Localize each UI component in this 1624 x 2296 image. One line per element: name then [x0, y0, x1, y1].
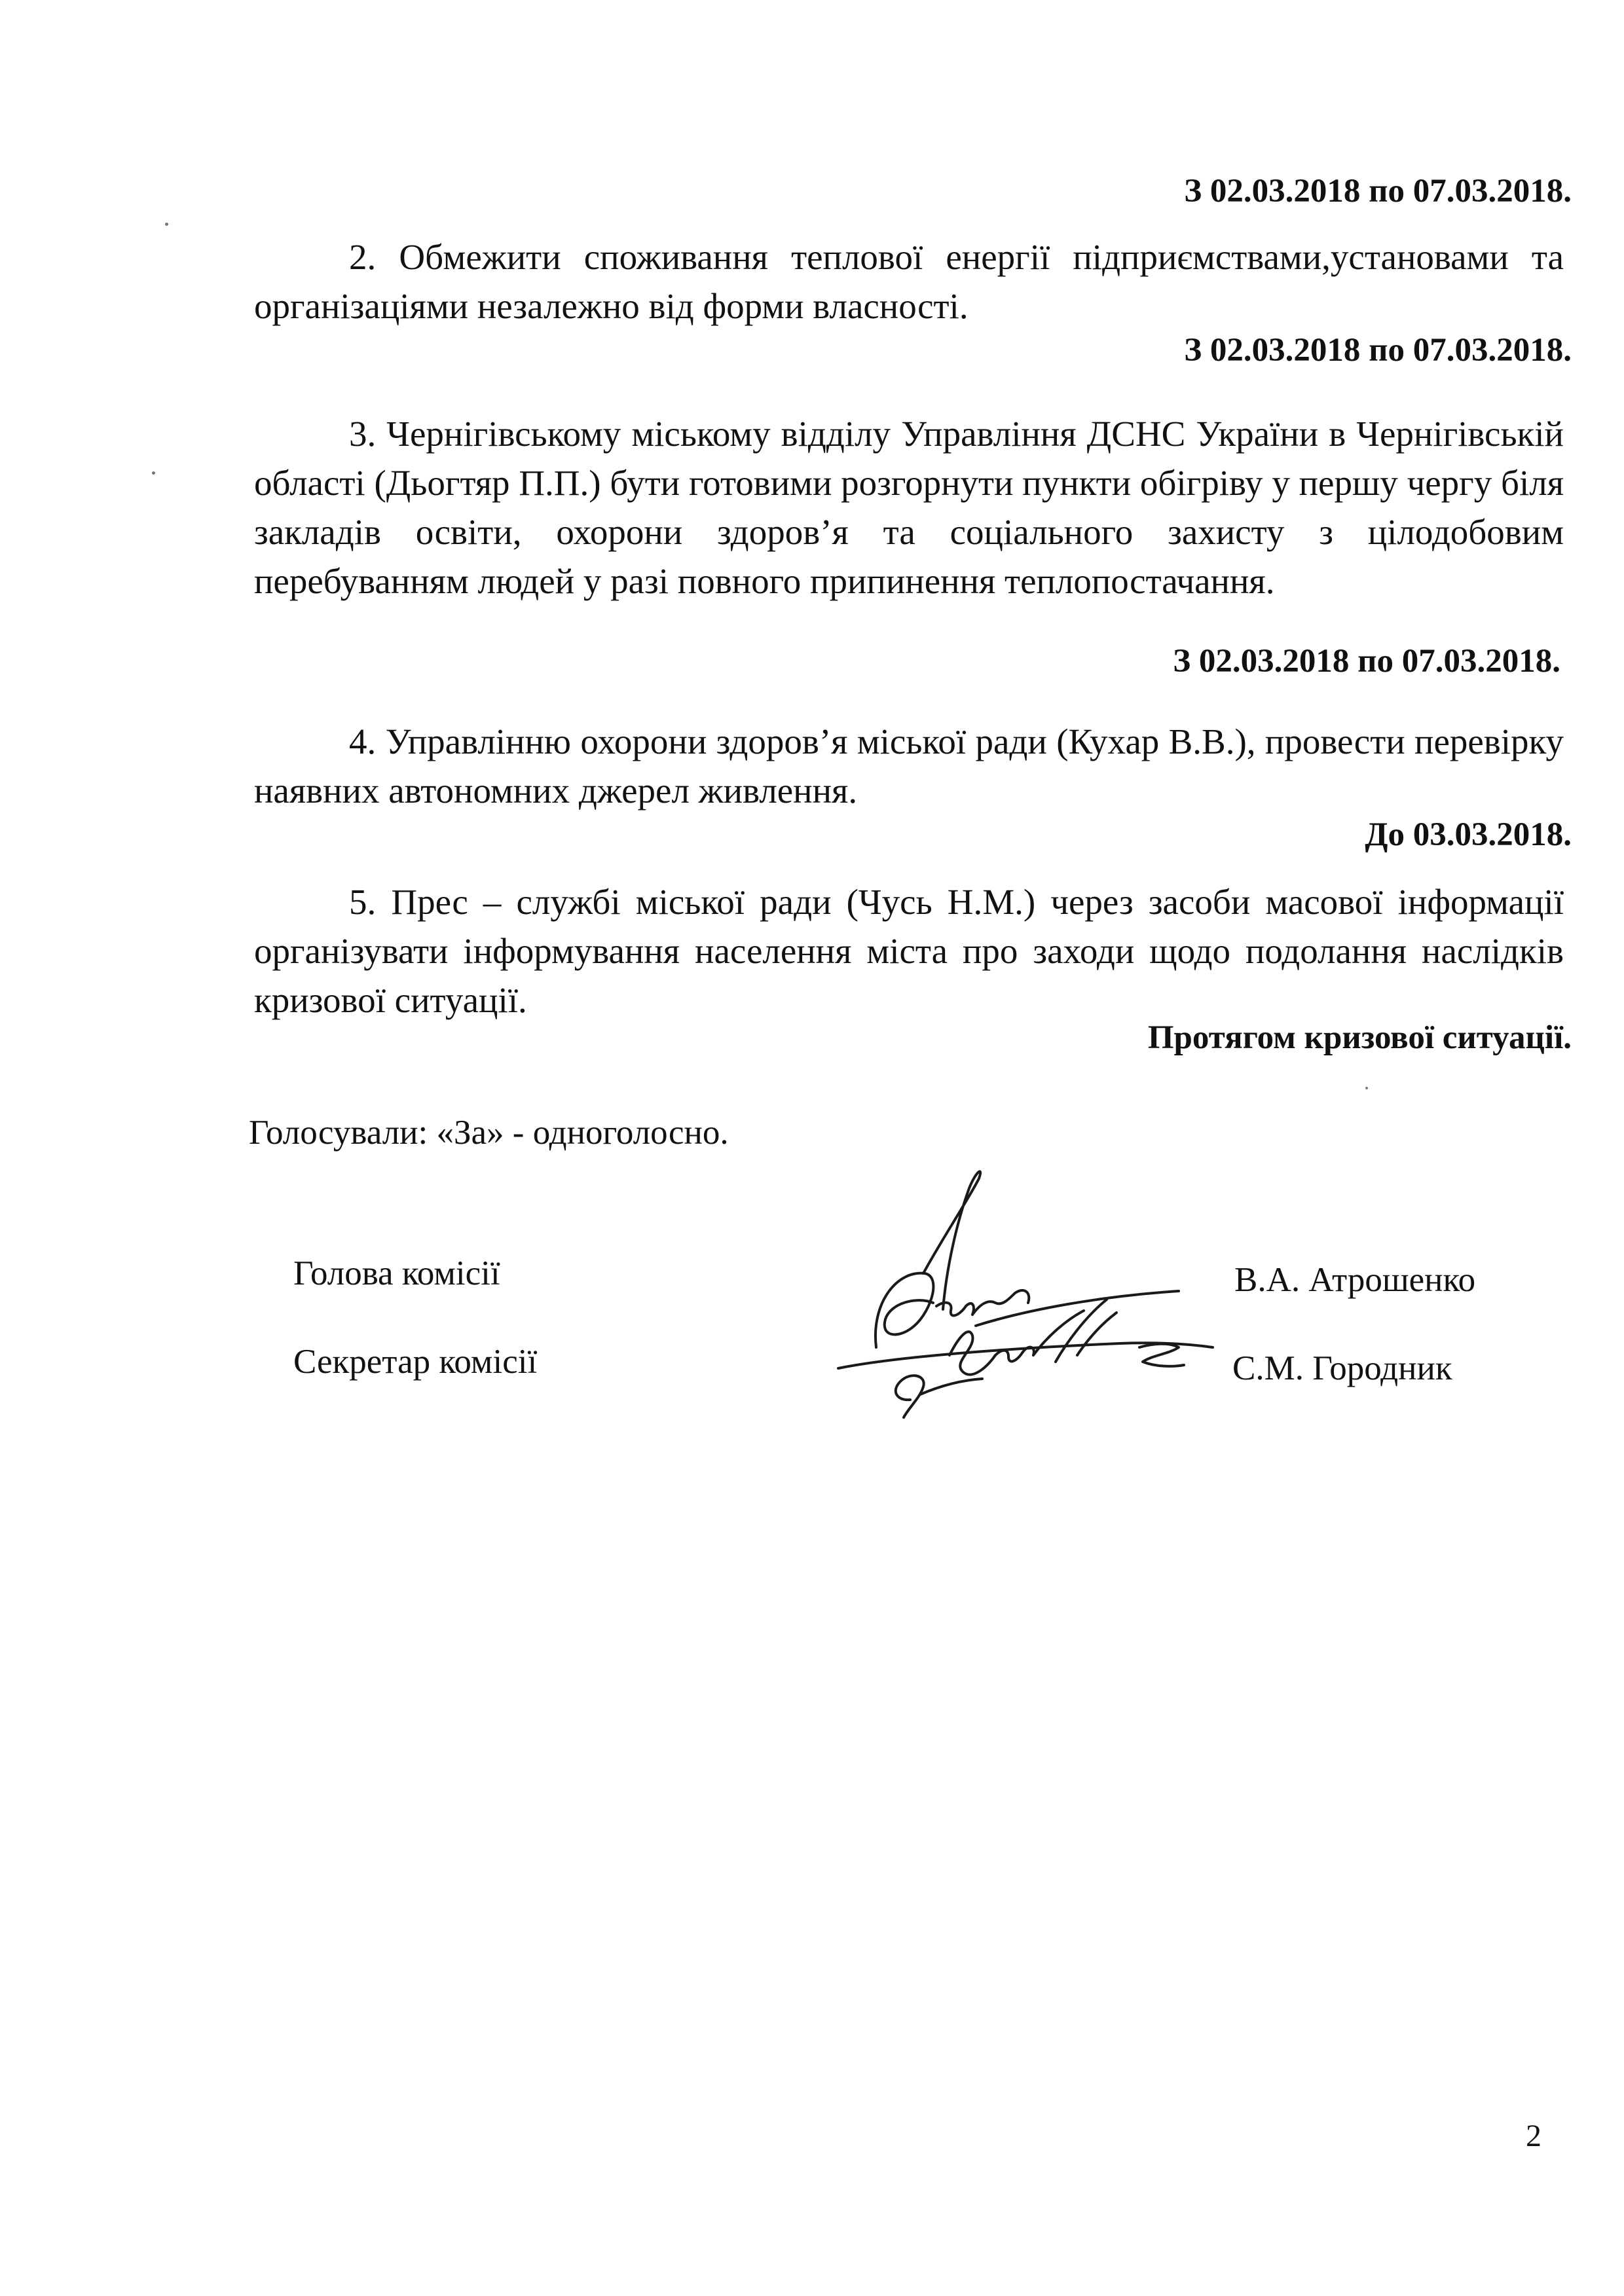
page-number: 2 — [1526, 2119, 1541, 2153]
item-4-deadline: До 03.03.2018. — [1365, 816, 1572, 853]
chairman-name: В.А. Атрошенко — [1234, 1261, 1476, 1299]
item-5-deadline: Протягом кризової ситуації. — [1147, 1019, 1572, 1056]
deadline-top: З 02.03.2018 по 07.03.2018. — [1184, 173, 1572, 210]
item-5-text: 5. Прес – службі міської ради (Чусь Н.М.) через засоби масової інформації організувати інформування населення міста про заходи щодо подолання наслідків кризової ситуації. — [254, 882, 1564, 1020]
vote-result: Голосували: «За» - одноголосно. — [249, 1114, 729, 1152]
scan-speck — [152, 471, 155, 475]
chairman-role: Голова комісії — [293, 1254, 500, 1292]
item-2-text: 2. Обмежити споживання теплової енергії підприємствами,установами та організаціями незалежно від форми власності. — [254, 237, 1564, 326]
item-4-text: 4. Управлінню охорони здоров’я міської ради (Кухар В.В.), провести перевірку наявних автономних джерел живлення. — [254, 721, 1564, 811]
handwritten-signatures — [812, 1139, 1257, 1480]
secretary-role: Секретар комісії — [293, 1343, 538, 1381]
item-2-deadline: З 02.03.2018 по 07.03.2018. — [1184, 332, 1572, 369]
item-3-deadline: З 02.03.2018 по 07.03.2018. — [1173, 643, 1560, 680]
secretary-name: С.М. Городник — [1232, 1349, 1452, 1387]
scan-speck — [165, 223, 168, 226]
item-3-text: 3. Чернігівському міському відділу Управління ДСНС України в Чернігівській області (Дьогтяр П.П.) бути готовими розгорнути пункти обігріву у першу чергу біля закладів освіти, охорони здоров’я та соціального захисту з цілодобовим перебуванням людей у разі повного припинення теплопостачання. — [254, 414, 1564, 601]
scan-speck — [1365, 1087, 1368, 1089]
